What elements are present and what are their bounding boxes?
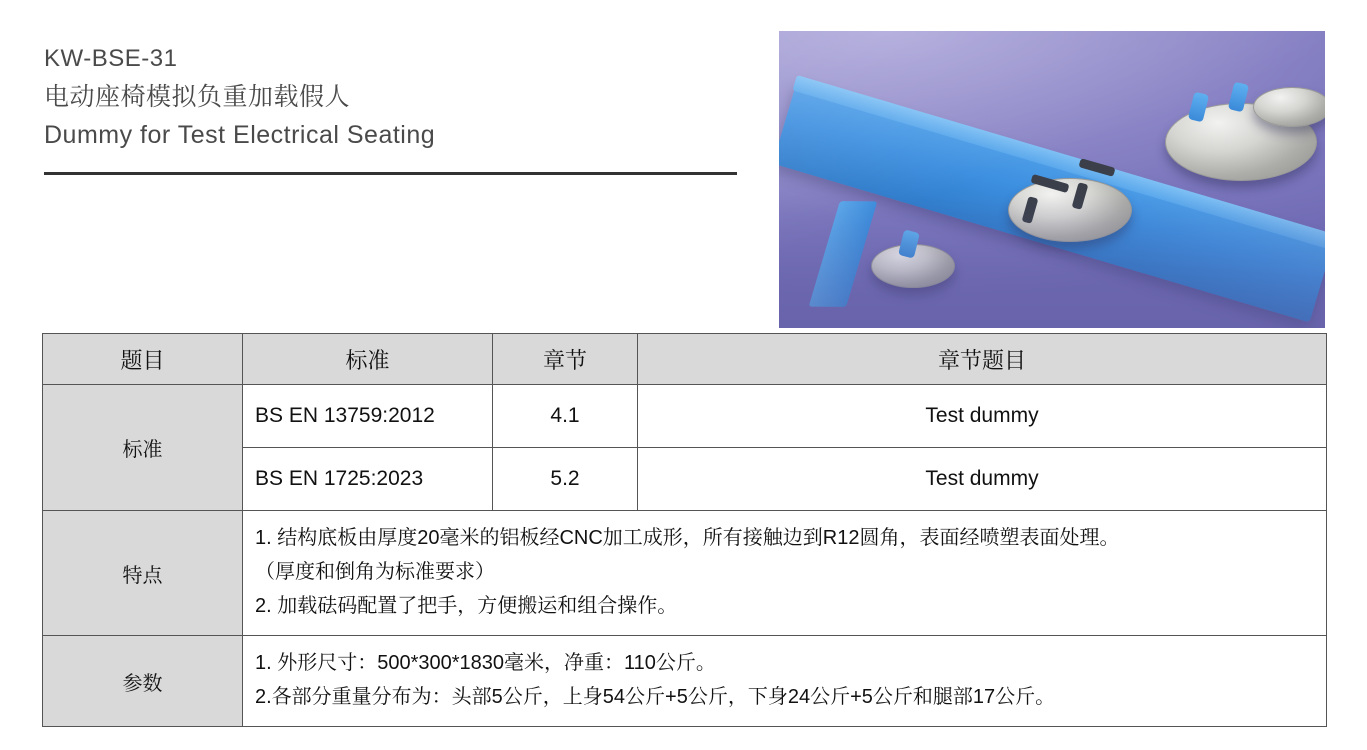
document-header xyxy=(0,0,1367,330)
parameters-content xyxy=(243,636,1327,727)
header-cell-clause: 章节 xyxy=(493,334,638,385)
header-cell-clause-title: 章节题目 xyxy=(638,334,1327,385)
photo-lighting-overlay xyxy=(779,31,1325,328)
table-header-row xyxy=(43,334,1327,385)
product-model: KW-BSE-31 xyxy=(44,45,178,72)
title-divider xyxy=(44,172,737,175)
table-row xyxy=(43,385,1327,448)
specification-table-wrapper xyxy=(42,333,1327,727)
clause-value-2: 5.2 xyxy=(493,448,638,511)
features-line-1: 1. 结构底板由厚度20毫米的铝板经CNC加工成形，所有接触边到R12圆角，表面经喷塑表面处理。 xyxy=(255,527,1120,549)
features-line-3: 2. 加载砝码配置了把手，方便搬运和组合操作。 xyxy=(255,595,678,617)
parameters-line-2: 2.各部分重量分布为：头部5公斤，上身54公斤+5公斤，下身24公斤+5公斤和腿部17公斤。 xyxy=(255,686,1056,708)
parameters-line-1: 1. 外形尺寸：500*300*1830毫米，净重：110公斤。 xyxy=(255,652,716,674)
header-cell-standard: 标准 xyxy=(243,334,493,385)
product-photo xyxy=(779,31,1325,328)
row-label-standard: 标准 xyxy=(43,385,243,511)
standard-value-2: BS EN 1725:2023 xyxy=(243,448,493,511)
features-content xyxy=(243,511,1327,636)
table-row-features xyxy=(43,511,1327,636)
title-block xyxy=(44,40,744,154)
specification-table xyxy=(42,333,1327,727)
header-cell-topic: 题目 xyxy=(43,334,243,385)
standard-value-1: BS EN 13759:2012 xyxy=(243,385,493,448)
clause-value-1: 4.1 xyxy=(493,385,638,448)
clause-title-value-2: Test dummy xyxy=(638,448,1327,511)
features-line-2: （厚度和倒角为标准要求） xyxy=(255,561,495,583)
table-row-parameters xyxy=(43,636,1327,727)
clause-title-value-1: Test dummy xyxy=(638,385,1327,448)
row-label-parameters: 参数 xyxy=(43,636,243,727)
product-name-english: Dummy for Test Electrical Seating xyxy=(44,121,436,149)
row-label-features: 特点 xyxy=(43,511,243,636)
product-name-chinese: 电动座椅模拟负重加载假人 xyxy=(44,83,351,111)
